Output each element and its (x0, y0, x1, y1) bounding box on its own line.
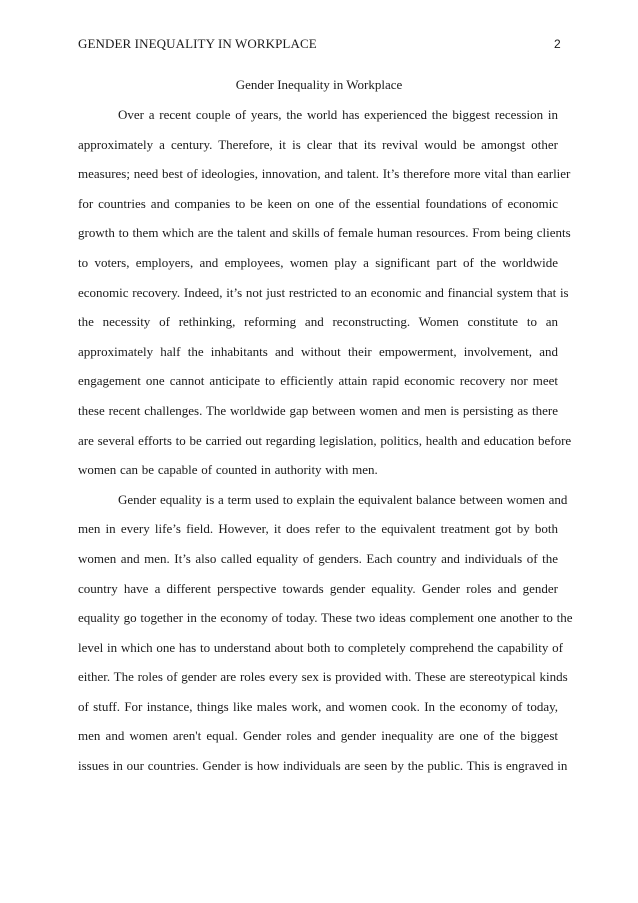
text-line: women can be capable of counted in authority with men. (78, 462, 378, 478)
text-line: of stuff. For instance, things like males work, and women cook. In the economy of today, (78, 698, 558, 714)
text-line: equality go together in the economy of today. These two ideas complement one another to the (78, 610, 573, 626)
text-line: engagement one cannot anticipate to efficiently attain rapid economic recovery nor meet (78, 373, 558, 389)
text-line: for countries and companies to be keen on one of the essential foundations of economic (78, 195, 558, 211)
paragraph (78, 485, 573, 781)
text-line: level in which one has to understand about both to completely comprehend the capability of (78, 639, 563, 655)
text-line: women and men. It’s also called equality of genders. Each country and individuals of the (78, 550, 558, 566)
paragraph (78, 100, 572, 485)
text-line: either. The roles of gender are roles every sex is provided with. These are stereotypical kinds (78, 669, 568, 685)
text-line: growth to them which are the talent and skills of female human resources. From being clients (78, 225, 571, 241)
text-line: these recent challenges. The worldwide gap between women and men is persisting as there (78, 402, 558, 418)
text-line: country have a different perspective towards gender equality. Gender roles and gender (78, 580, 558, 596)
document-body (78, 100, 573, 781)
text-line: men and women aren't equal. Gender roles and gender inequality are one of the biggest (78, 728, 558, 744)
text-line: economic recovery. Indeed, it’s not just restricted to an economic and financial system that is (78, 284, 569, 300)
running-head: GENDER INEQUALITY IN WORKPLACE (78, 36, 317, 51)
text-line: men in every life’s field. However, it does refer to the equivalent treatment got by both (78, 521, 558, 537)
text-line: approximately a century. Therefore, it is clear that its revival would be amongst other (78, 136, 558, 152)
page-number: 2 (554, 37, 561, 51)
text-line: the necessity of rethinking, reforming and reconstructing. Women constitute to an (78, 314, 558, 330)
text-line: Gender equality is a term used to explain the equivalent balance between women and (118, 491, 568, 507)
text-line: issues in our countries. Gender is how individuals are seen by the public. This is engraved in (78, 758, 568, 774)
text-line: approximately half the inhabitants and without their empowerment, involvement, and (78, 343, 558, 359)
text-line: are several efforts to be carried out regarding legislation, politics, health and education before (78, 432, 572, 448)
text-line: Over a recent couple of years, the world has experienced the biggest recession in (118, 107, 558, 122)
text-line: measures; need best of ideologies, innovation, and talent. It’s therefore more vital than earlier (78, 166, 571, 182)
document-title: Gender Inequality in Workplace (235, 77, 403, 92)
text-line: to voters, employers, and employees, women play a significant part of the worldwide (78, 254, 558, 270)
